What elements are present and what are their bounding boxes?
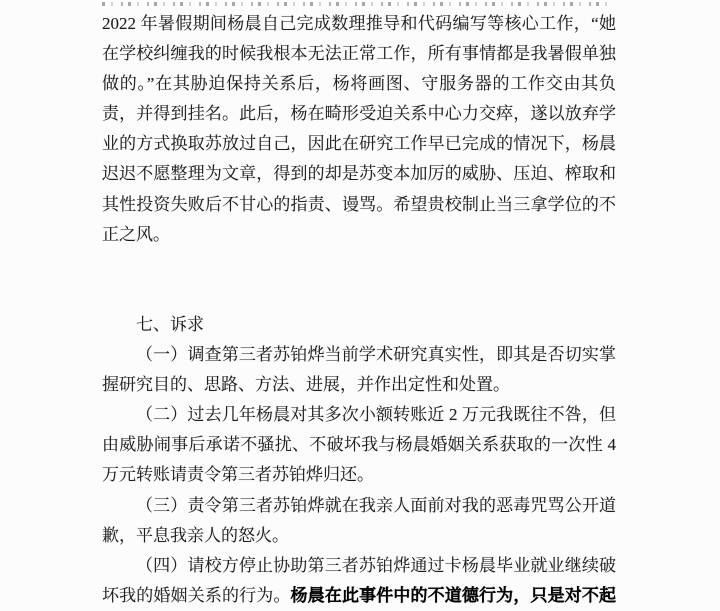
line-text: （三）责令第三者苏铂烨就在我亲人面前对我的恶毒咒骂公开道: [136, 495, 616, 515]
text-line: [102, 370, 616, 400]
line-text: 正之风。: [102, 224, 170, 244]
text-line: [102, 581, 616, 611]
text-line: [102, 430, 616, 460]
line-text: 坏我的婚姻关系的行为。: [102, 585, 291, 605]
blank-line: [102, 250, 616, 280]
line-text: 七、诉求: [136, 314, 204, 334]
clipped-previous-line: [102, 2, 614, 6]
line-text: （一）调查第三者苏铂烨当前学术研究真实性，即其是否切实掌: [136, 345, 616, 365]
line-text: 责，并得到挂名。此后，杨在畸形受迫关系中心力交瘁，遂以放弃学: [102, 104, 616, 124]
text-line: [102, 310, 616, 340]
line-text: 在学校纠缠我的时候我根本无法正常工作，所有事情都是我暑假单独: [102, 44, 616, 64]
text-line: [102, 340, 616, 370]
text-line: [102, 521, 616, 551]
line-text: 2022 年暑假期间杨晨自己完成数理推导和代码编写等核心工作，“她: [102, 14, 616, 33]
line-text: 迟迟不愿整理为文章，得到的却是苏变本加厉的威胁、压迫、榨取和: [102, 164, 616, 184]
text-line: [102, 69, 616, 99]
bold-emphasis-text: 杨晨在此事件中的不道德行为，只是对不起: [290, 585, 617, 606]
line-text: 由威胁闹事后承诺不骚扰、不破坏我与杨晨婚姻关系获取的一次性 4: [102, 435, 616, 455]
text-line: [102, 39, 616, 69]
text-line: [102, 220, 616, 250]
line-text: 其性投资失败后不甘心的指责、谩骂。希望贵校制止当三拿学位的不: [102, 194, 616, 214]
text-line: [102, 400, 616, 430]
text-line: [102, 129, 616, 159]
text-line: [102, 159, 616, 189]
text-line: [102, 551, 616, 581]
document-body: [102, 9, 616, 611]
text-line: [102, 99, 616, 129]
line-text: 歉，平息我亲人的怒火。: [102, 525, 289, 545]
text-line: [102, 491, 616, 521]
text-line: [102, 9, 616, 39]
blank-line: [102, 280, 616, 310]
line-text: （四）请校方停止协助第三者苏铂烨通过卡杨晨毕业就业继续破: [136, 555, 616, 575]
line-text: 万元转账请责令第三者苏铂烨归还。: [102, 465, 374, 485]
line-text: 握研究目的、思路、方法、进展，并作出定性和处置。: [102, 375, 510, 395]
text-line: [102, 190, 616, 220]
line-text: 做的。”在其胁迫保持关系后，杨将画图、守服务器的工作交由其负: [102, 74, 616, 94]
text-line: [102, 460, 616, 490]
line-text: 业的方式换取苏放过自己，因此在研究工作早已完成的情况下，杨晨: [102, 134, 616, 154]
line-text: （二）过去几年杨晨对其多次小额转账近 2 万元我既往不咎，但: [136, 405, 616, 425]
